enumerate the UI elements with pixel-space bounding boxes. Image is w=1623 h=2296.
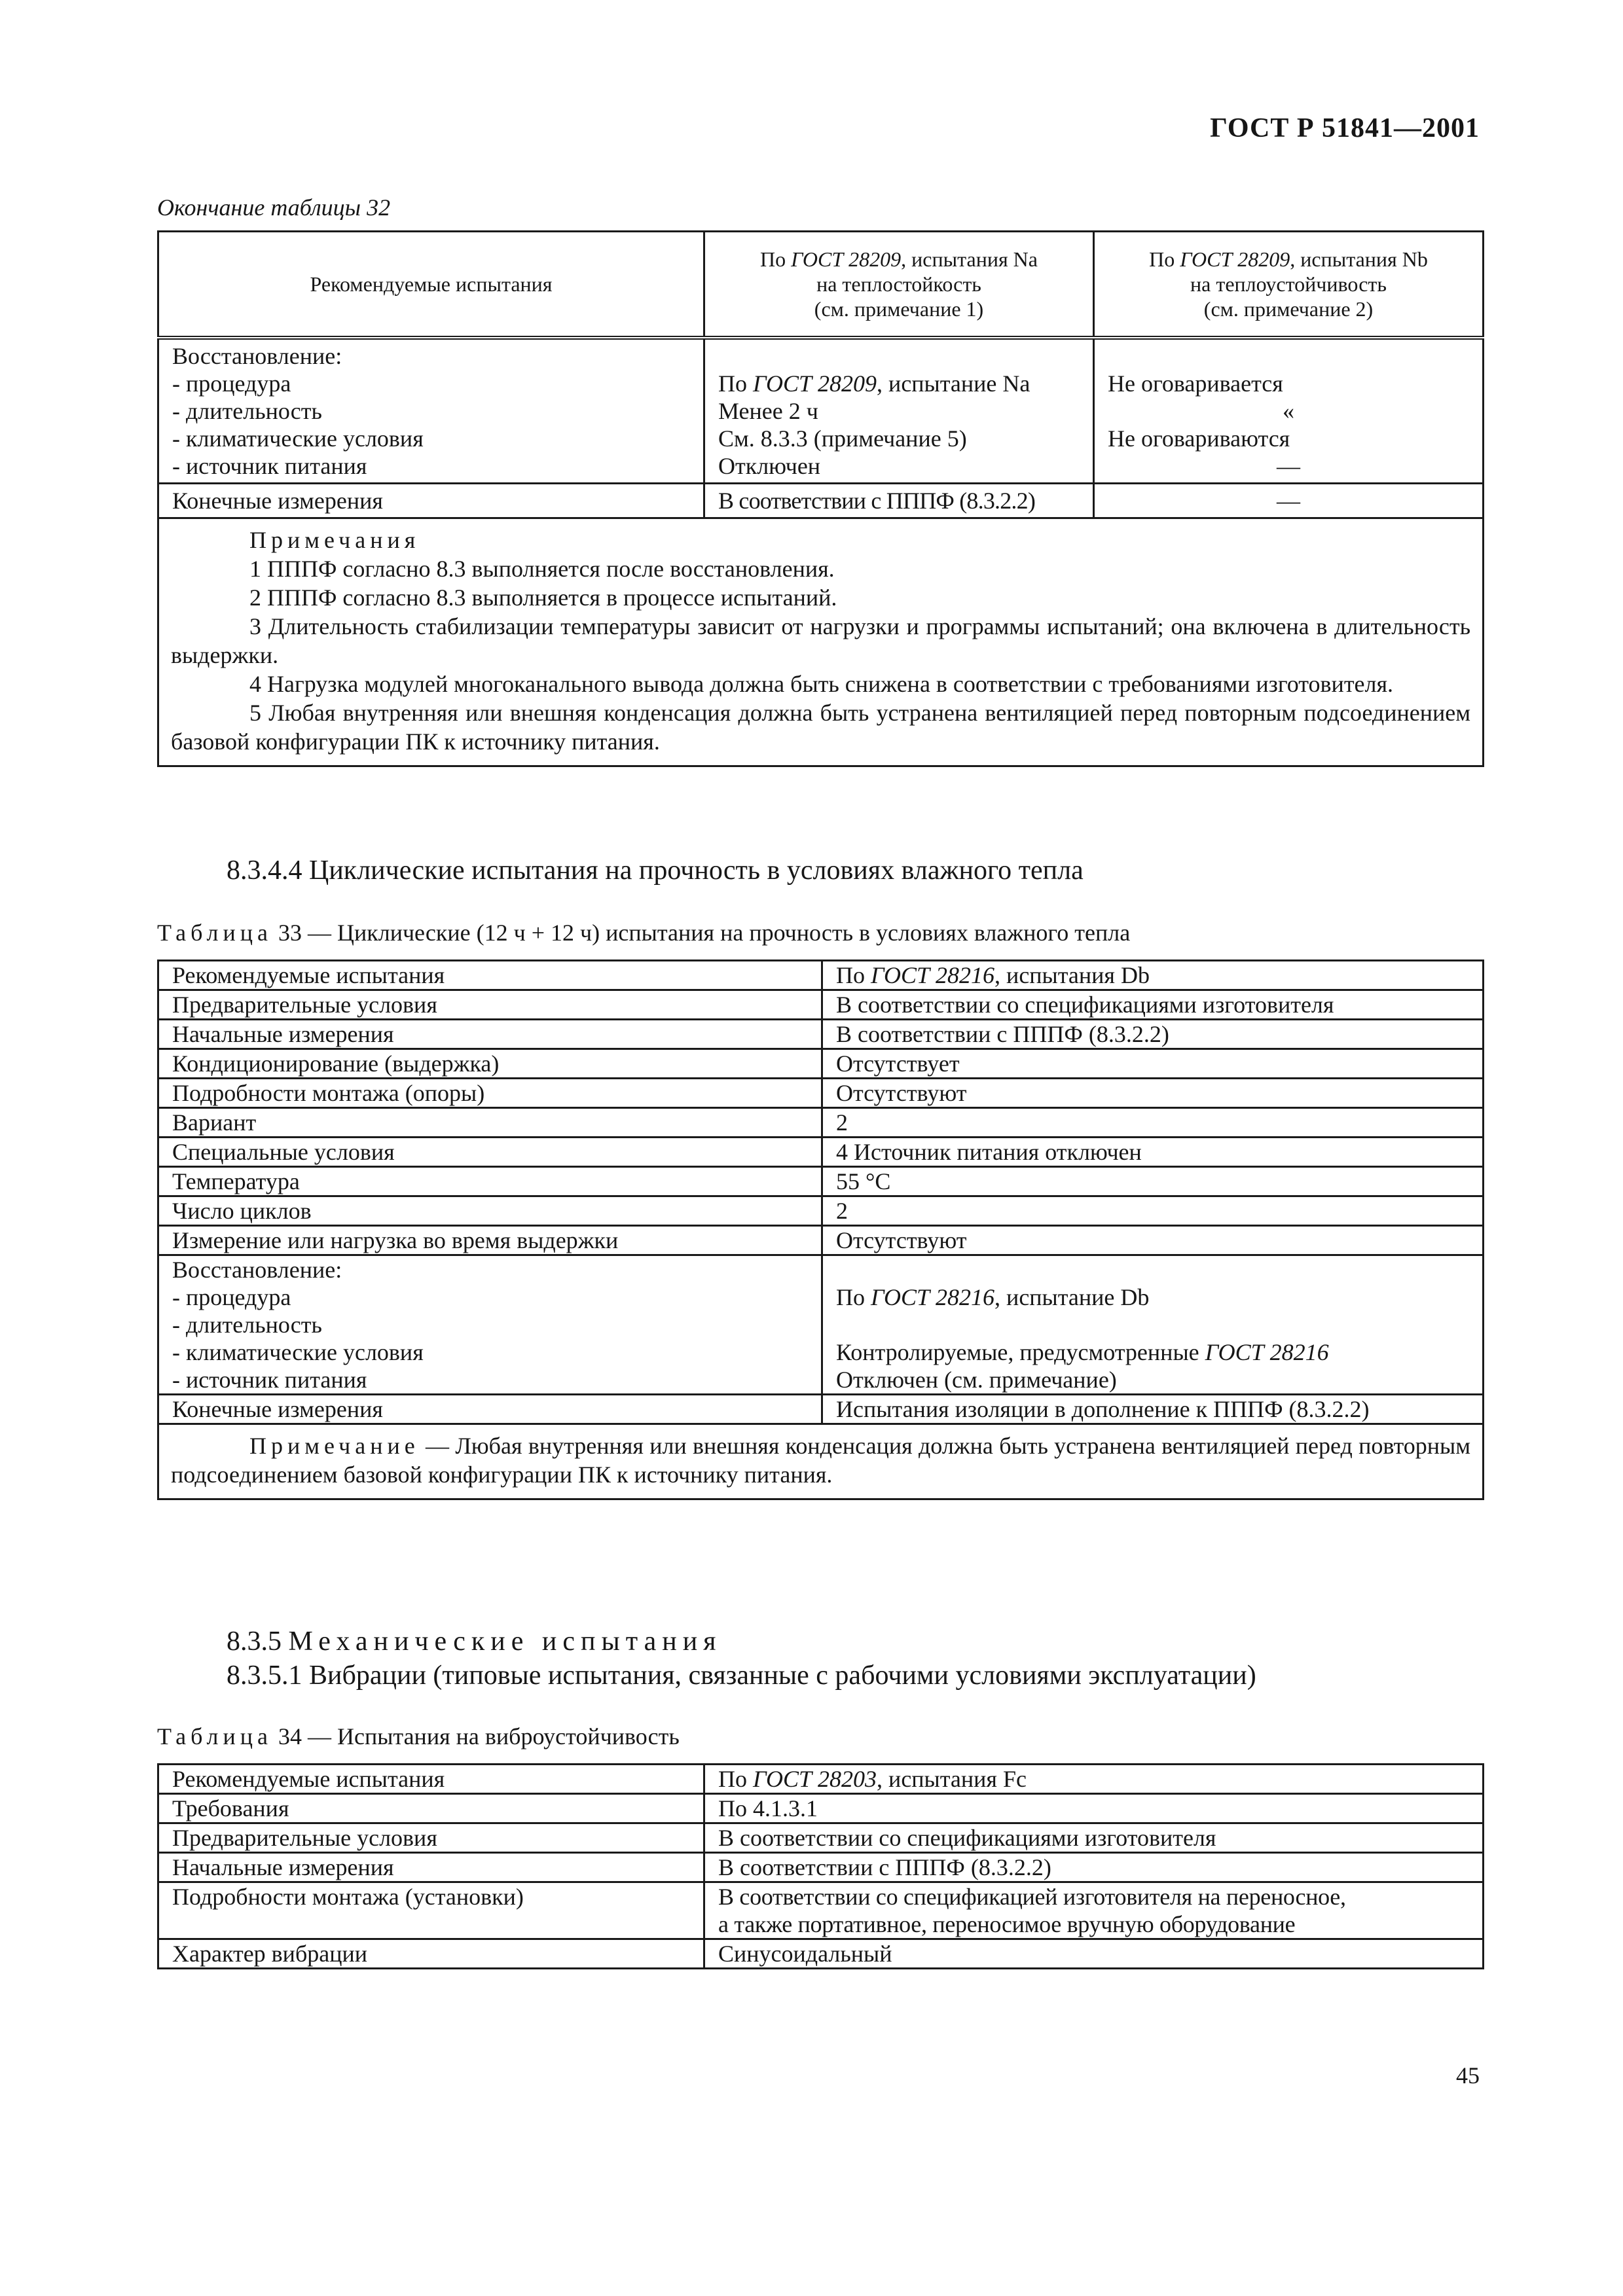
table33-row-value: В соответствии со спецификациями изготовителя [822, 990, 1484, 1020]
table33-row-label: Вариант [158, 1108, 822, 1138]
note-4: 4 Нагрузка модулей многоканального вывода должна быть снижена в соответствии с требованиями изготовителя. [249, 671, 1394, 697]
note-5: 5 Любая внутренняя или внешняя конденсация должна быть устранена вентиляцией перед повторным подсоединением базовой конфигурации ПК к источнику питания. [171, 700, 1470, 755]
recovery-procedure [836, 1283, 1469, 1311]
text: По [718, 370, 753, 397]
text: , испытания Fc [877, 1766, 1027, 1792]
table33-row-value: 2 [822, 1196, 1484, 1226]
table32-final-row [158, 484, 1484, 518]
table-32 [157, 230, 1484, 767]
table33-row [158, 1108, 1484, 1138]
text: - источник питания [172, 453, 367, 479]
table34-row-label: Рекомендуемые испытания [158, 1765, 704, 1794]
table33-row-value: Отсутствует [822, 1049, 1484, 1079]
table33-row [158, 1167, 1484, 1196]
table34-row-label: Подробности монтажа (установки) [158, 1882, 704, 1939]
text: Отключен [718, 453, 821, 479]
text: , испытание Na [877, 370, 1030, 397]
table34-row [158, 1794, 1484, 1823]
table34-vibration-row [158, 1939, 1484, 1969]
text: — [1277, 453, 1300, 479]
text: , испытания Na [901, 247, 1038, 271]
text: Менее 2 ч [718, 398, 818, 424]
table33-recovery-label [158, 1255, 822, 1395]
table32-recovery-row [158, 338, 1484, 484]
table34-row-value [704, 1765, 1484, 1794]
table34-row-label: Характер вибрации [158, 1939, 704, 1969]
text: Не оговариваются [1108, 425, 1290, 452]
table32-caption: Окончание таблицы 32 [157, 194, 391, 221]
standard-ref: ГОСТ 28203 [753, 1766, 877, 1792]
text: Примечание [249, 1433, 420, 1459]
table33-row-label: Кондиционирование (выдержка) [158, 1049, 822, 1079]
table-33 [157, 960, 1484, 1500]
table-34 [157, 1763, 1484, 1969]
section-835-heading [227, 1626, 722, 1657]
table33-final-label: Конечные измерения [158, 1395, 822, 1424]
table32-recovery-label [158, 338, 704, 484]
text: - источник питания [172, 1367, 367, 1393]
page-number: 45 [1456, 2062, 1480, 2089]
table33-row-value: 4 Источник питания отключен [822, 1138, 1484, 1167]
text: Таблица [157, 920, 272, 946]
standard-ref: ГОСТ 28209 [791, 247, 902, 271]
standard-ref: ГОСТ 28216 [871, 1284, 995, 1310]
table33-recovery-value [822, 1255, 1484, 1395]
table32-final-label: Конечные измерения [158, 484, 704, 518]
table33-final-row [158, 1395, 1484, 1424]
section-8351-heading: 8.3.5.1 Вибрации (типовые испытания, связанные с рабочими условиями эксплуатации) [227, 1660, 1256, 1691]
spacer [836, 1256, 1469, 1283]
text: — Любая внутренняя или внешняя конденсация должна быть устранена вентиляцией перед повторным подсоединением базовой конфигурации ПК к источнику питания. [171, 1433, 1470, 1488]
table34-row-label: Начальные измерения [158, 1853, 704, 1882]
text: Не оговаривается [1108, 370, 1283, 397]
text: на теплоустойчивость [1190, 272, 1387, 296]
table32-head-col1: Рекомендуемые испытания [158, 232, 704, 338]
standard-ref: ГОСТ 28216 [1205, 1339, 1329, 1365]
table33-row-label: Рекомендуемые испытания [158, 961, 822, 990]
text: 34 — Испытания на виброустойчивость [272, 1723, 680, 1749]
table34-row [158, 1823, 1484, 1853]
table34-row-value [704, 1882, 1484, 1939]
recovery-power: Отключен (см. примечание) [836, 1367, 1117, 1393]
notes-title: Примечания [249, 527, 420, 553]
table34-caption [157, 1723, 680, 1750]
table32-final-nb: — [1094, 484, 1484, 518]
table32-head-col3 [1094, 232, 1484, 338]
standard-ref: ГОСТ 28209 [753, 370, 877, 397]
recovery-climate [836, 1338, 1469, 1366]
table33-row-label: Подробности монтажа (опоры) [158, 1079, 822, 1108]
table34-row-value: В соответствии со спецификациями изготовителя [704, 1823, 1484, 1853]
note-1: 1 ПППФ согласно 8.3 выполняется после восстановления. [249, 556, 835, 582]
text: « [1283, 398, 1294, 424]
text: В соответствии со спецификацией изготовителя на переносное, [718, 1884, 1346, 1910]
table33-row-label: Начальные измерения [158, 1020, 822, 1049]
text: По [1149, 247, 1180, 271]
text: 8.3.5 [227, 1626, 289, 1657]
table33-row-label: Предварительные условия [158, 990, 822, 1020]
table33-caption [157, 919, 1130, 946]
table33-row [158, 1138, 1484, 1167]
table32-header-row [158, 232, 1484, 338]
table34-row-value: По 4.1.3.1 [704, 1794, 1484, 1823]
text: (см. примечание 1) [814, 297, 984, 321]
table33-row-label: Измерение или нагрузка во время выдержки [158, 1226, 822, 1255]
spacer [836, 1311, 1469, 1338]
table32-final-na: В соответствии с ПППФ (8.3.2.2) [704, 484, 1094, 518]
standard-ref: ГОСТ 28209 [1180, 247, 1290, 271]
text: на теплостойкость [816, 272, 981, 296]
text: , испытания Db [994, 962, 1150, 988]
text: - длительность [172, 398, 322, 424]
table33-row-value: Отсутствуют [822, 1226, 1484, 1255]
text: - процедура [172, 370, 291, 397]
table34-row-label: Предварительные условия [158, 1823, 704, 1853]
text: (см. примечание 2) [1203, 297, 1374, 321]
table33-row-value: 55 °С [822, 1167, 1484, 1196]
table34-row-value: В соответствии с ПППФ (8.3.2.2) [704, 1853, 1484, 1882]
table33-row [158, 1079, 1484, 1108]
table33-row-value: В соответствии с ПППФ (8.3.2.2) [822, 1020, 1484, 1049]
table34-row-label: Требования [158, 1794, 704, 1823]
table32-head-col2 [704, 232, 1094, 338]
table32-recovery-nb [1094, 338, 1484, 484]
table33-row [158, 1196, 1484, 1226]
text: - климатические условия [172, 1339, 424, 1365]
text: , испытание Db [994, 1284, 1150, 1310]
text: См. 8.3.3 (примечание 5) [718, 425, 967, 452]
table33-row [158, 1020, 1484, 1049]
text: По [836, 1284, 871, 1310]
table34-row [158, 1853, 1484, 1882]
table34-mount-row [158, 1882, 1484, 1939]
note-text [171, 1431, 1470, 1489]
table33-recovery-row [158, 1255, 1484, 1395]
table33-row-value [822, 961, 1484, 990]
table33-row [158, 1226, 1484, 1255]
table34-row [158, 1765, 1484, 1794]
section-8344-heading: 8.3.4.4 Циклические испытания на прочность в условиях влажного тепла [227, 855, 1084, 886]
text: Восстановление: [172, 1257, 342, 1283]
text: Таблица [157, 1723, 272, 1749]
table33-row-value: 2 [822, 1108, 1484, 1138]
table32-notes-row [158, 518, 1484, 766]
table33-row-value: Отсутствуют [822, 1079, 1484, 1108]
note-2: 2 ПППФ согласно 8.3 выполняется в процессе испытаний. [249, 584, 837, 611]
table34-row-value: Синусоидальный [704, 1939, 1484, 1969]
document-code: ГОСТ Р 51841—2001 [1210, 113, 1480, 143]
text: - климатические условия [172, 425, 424, 452]
table32-recovery-na [704, 338, 1094, 484]
note-3: 3 Длительность стабилизации температуры зависит от нагрузки и программы испытаний; она включена в длительность выдержки. [171, 613, 1470, 668]
text: , испытания Nb [1290, 247, 1428, 271]
table33-note [158, 1424, 1484, 1499]
text: По [836, 962, 871, 988]
text: Механические испытания [288, 1626, 722, 1657]
text: Контролируемые, предусмотренные [836, 1339, 1205, 1365]
table33-row [158, 990, 1484, 1020]
text: а также портативное, переносимое вручную оборудование [718, 1911, 1296, 1937]
text: - длительность [172, 1312, 322, 1338]
table33-note-row [158, 1424, 1484, 1499]
table33-row-label: Число циклов [158, 1196, 822, 1226]
text: По [760, 247, 792, 271]
table33-row [158, 1049, 1484, 1079]
table33-row-label: Температура [158, 1167, 822, 1196]
standard-ref: ГОСТ 28216 [871, 962, 995, 988]
text: - процедура [172, 1284, 291, 1310]
text: 33 — Циклические (12 ч + 12 ч) испытания на прочность в условиях влажного тепла [272, 920, 1131, 946]
table32-notes [158, 518, 1484, 766]
table33-final-value: Испытания изоляции в дополнение к ПППФ (8.3.2.2) [822, 1395, 1484, 1424]
table33-row [158, 961, 1484, 990]
text: По [718, 1766, 753, 1792]
text: Восстановление: [172, 343, 342, 369]
table33-row-label: Специальные условия [158, 1138, 822, 1167]
